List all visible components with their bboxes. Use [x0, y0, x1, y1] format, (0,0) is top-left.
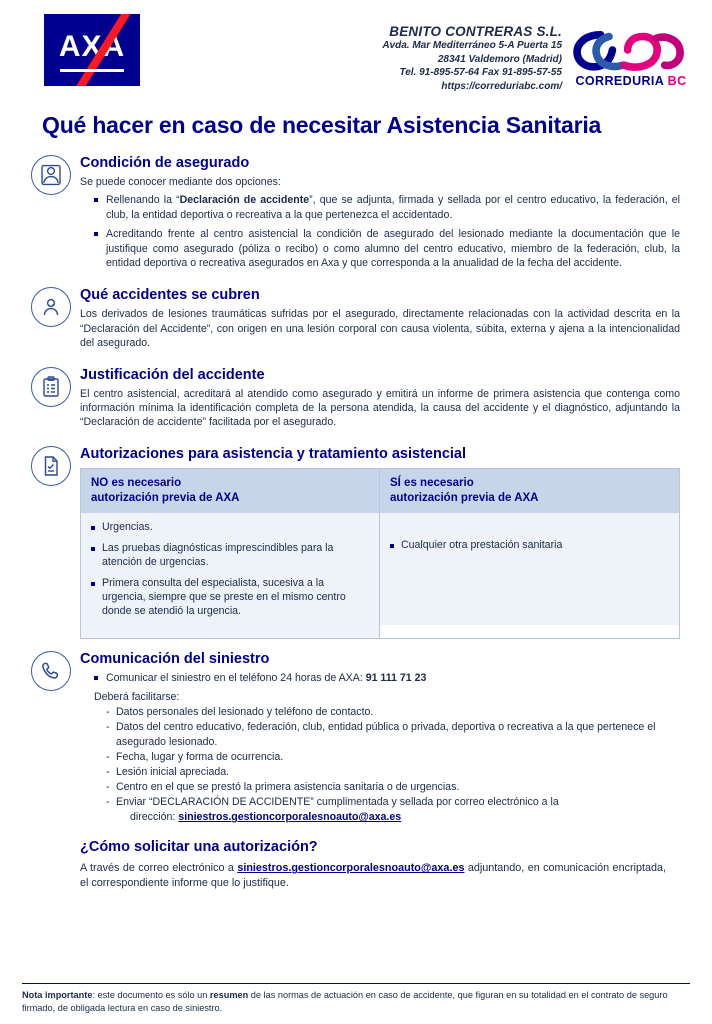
- section-title-como-solicitar: ¿Cómo solicitar una autorización?: [80, 839, 318, 856]
- list-item: [106, 795, 680, 825]
- auth-column-no: [81, 469, 380, 638]
- condicion-bullet-list: [80, 193, 680, 270]
- axa-logo-word: AXA: [58, 30, 126, 63]
- broker-website[interactable]: https://correduriabc.com/: [441, 80, 562, 92]
- howto-text-pre: A través de correo electrónico a: [80, 862, 238, 875]
- page-title: Qué hacer en caso de necesitar Asistencia Sanitaria: [42, 112, 602, 138]
- broker-info: [140, 14, 572, 93]
- section-comunicacion-siniestro: [22, 649, 690, 826]
- correduria-bc-logo: [572, 14, 690, 88]
- authorizations-table: [80, 468, 680, 639]
- axa-logo-underline: [60, 69, 124, 72]
- auth-column-header: [81, 469, 379, 513]
- footer-bold-1: resumen: [209, 990, 249, 1001]
- list-item: - Datos personales del lesionado y teléfono de contacto.: [106, 705, 680, 720]
- broker-phones: Tel. 91-895-57-64 Fax 91-895-57-55: [399, 67, 562, 78]
- list-item: Las pruebas diagnósticas imprescindibles para la atención de urgencias.: [91, 542, 369, 570]
- section-condicion-asegurado: [22, 153, 690, 275]
- auth-header-line2: autorización previa de AXA: [91, 491, 240, 504]
- broker-address: Avda. Mar Mediterráneo 5-A Puerta 15: [382, 40, 562, 51]
- list-item: Urgencias.: [91, 521, 369, 535]
- auth-column-header: [380, 469, 679, 513]
- bullet-post: ”, que se adjunta, firmada y sellada por el centro educativo, la federación, el club, la entidad deportiva o recreativa a la que pertenezca el accidentado.: [106, 194, 681, 221]
- bullet-bold: Declaración de accidente: [179, 194, 310, 207]
- list-item: - Lesión inicial apreciada.: [106, 765, 680, 780]
- howto-text-post: adjuntando, en comunicación encriptada, el correspondiente informe que lo justifique.: [80, 862, 666, 890]
- footer-text: [22, 989, 690, 1014]
- footer-text-2: de las normas de actuación en caso de accidente, que figuran en su totalidad en el contrato de seguro firmado, de obligada lectura en caso de siniestro.: [22, 990, 668, 1013]
- icon-column: [22, 365, 80, 407]
- section-body: [80, 649, 690, 826]
- section-title: Condición de asegurado: [80, 155, 250, 171]
- icon-column: [22, 285, 80, 327]
- bc-logo-text-suffix: BC: [667, 74, 687, 88]
- send-declaration-address-line: [130, 810, 680, 825]
- clipboard-check-icon: [31, 367, 71, 407]
- footer-text-1: : este documento es sólo un: [92, 990, 210, 1001]
- section-body: [80, 153, 690, 275]
- section-body: [80, 285, 690, 354]
- auth-column-body: [380, 513, 679, 625]
- icon-column: [22, 649, 80, 691]
- broker-name: BENITO CONTRERAS S.L.: [389, 24, 562, 39]
- auth-header-line2: autorización previa de AXA: [390, 491, 539, 504]
- document-header: [22, 14, 690, 106]
- bullet-post: Acreditando frente al centro asistencial la condición de asegurado del lesionado mediante la documentación que le justifique como asegurado (póliza o recibo) o como alumno del centro educativo, miembro de la federación, club, la entidad deportiva o recreativa asegurados en Axa y que corresponda a la anualidad de la fecha del accidente.: [106, 228, 680, 270]
- section-text-como-solicitar: [80, 861, 690, 891]
- bc-logo-text: [572, 74, 690, 88]
- icon-column: [22, 444, 80, 486]
- list-item: Cualquier otra prestación sanitaria: [390, 539, 669, 553]
- footer-note: [22, 983, 690, 1014]
- phone-icon: [31, 651, 71, 691]
- authorization-email-link[interactable]: siniestros.gestioncorporalesnoauto@axa.es: [237, 862, 465, 875]
- footer-label: Nota importante: [22, 990, 93, 1001]
- section-title: Comunicación del siniestro: [80, 650, 270, 667]
- address-label: dirección:: [130, 811, 179, 824]
- list-item: - Fecha, lugar y forma de ocurrencia.: [106, 750, 680, 765]
- section-body: [80, 365, 690, 434]
- section-text: Los derivados de lesiones traumáticas sufridas por el asegurado, directamente relacionadas con la actividad descrita en la “Declaración del Accidente”, con origen en una lesión corporal con causa violenta, súbita, externa y ajena a la intencionalidad del asegurado.: [80, 308, 680, 350]
- send-declaration-text: Enviar “DECLARACIÓN DE ACCIDENTE” cumplimentada y sellada por correo electrónico a la: [116, 796, 559, 809]
- section-justificacion-accidente: [22, 365, 690, 434]
- section-intro: Se puede conocer mediante dos opciones:: [80, 176, 281, 188]
- bullet-pre: Rellenando la “: [106, 194, 180, 207]
- section-body: [80, 444, 690, 639]
- auth-column-body: [81, 513, 379, 638]
- bc-logo-mark: [572, 28, 690, 72]
- list-item: [94, 227, 680, 270]
- section-autorizaciones: [22, 444, 690, 639]
- claims-email-link[interactable]: siniestros.gestioncorporalesnoauto@axa.es: [178, 811, 402, 824]
- insured-person-icon: [31, 155, 71, 195]
- axa-logo: [44, 14, 140, 86]
- list-item: [94, 671, 680, 685]
- list-item: [94, 193, 680, 222]
- auth-header-line1: SÍ es necesario: [390, 476, 474, 489]
- sub-label: Deberá facilitarse:: [94, 690, 180, 703]
- section-title: Justificación del accidente: [80, 366, 265, 383]
- comunicacion-text: Comunicar el siniestro en el teléfono 24 horas de AXA:: [106, 671, 366, 684]
- section-title: Qué accidentes se cubren: [80, 287, 260, 304]
- list-item: Primera consulta del especialista, sucesiva a la urgencia, siempre que se preste en el mismo centro donde se atendió la urgencia.: [91, 577, 369, 619]
- section-text: El centro asistencial, acreditará al atendido como asegurado y emitirá un informe de primera asistencia que contenga como información mínima la identificación completa de la persona atendida, la causa del accidente y el diagnóstico, adjuntando la “Declaración de accidente” facilitada por el asegurado.: [80, 387, 680, 429]
- list-item: - Centro en el que se prestó la primera asistencia sanitaria o de urgencias.: [106, 780, 680, 795]
- auth-header-line1: NO es necesario: [91, 476, 182, 489]
- comunicacion-bullet-list: [80, 671, 680, 685]
- section-accidentes-cubiertos: [22, 285, 690, 354]
- required-info-list: [106, 705, 680, 825]
- document-check-icon: [31, 446, 71, 486]
- broker-city: 28341 Valdemoro (Madrid): [437, 53, 562, 65]
- icon-column: [22, 153, 80, 195]
- auth-column-si: [380, 469, 679, 638]
- list-item: - Datos del centro educativo, federación, club, entidad pública o privada, deportiva o recreativa a la que pertenece el asegurado lesionado.: [106, 720, 680, 750]
- section-title: Autorizaciones para asistencia y tratamiento asistencial: [80, 445, 467, 462]
- bc-logo-text-main: CORREDURIA: [575, 74, 664, 88]
- claims-phone-number: 91 111 71 23: [365, 671, 427, 684]
- injured-person-icon: [31, 287, 71, 327]
